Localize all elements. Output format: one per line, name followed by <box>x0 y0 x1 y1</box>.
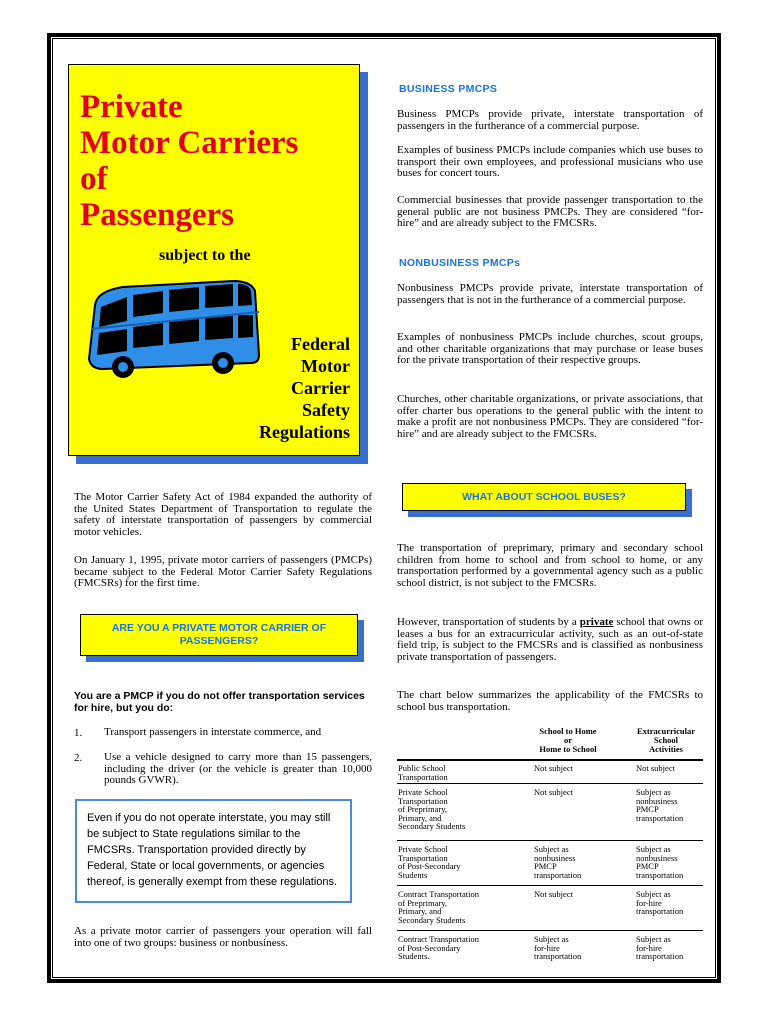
table-cell <box>534 764 573 773</box>
list-number: 2. <box>74 752 83 764</box>
table-cell-line: transportation <box>636 951 684 962</box>
intro-paragraph-2: On January 1, 1995, private motor carriers of passengers (PMCPs) became subject to the Federal Motor Carrier Safety Regulations (FMCSRs) for the first time. <box>74 554 372 590</box>
school-buses-callout: WHAT ABOUT SCHOOL BUSES? <box>402 483 686 511</box>
school-paragraph-1: The transportation of preprimary, primary and secondary school children from home to school and from school to home, or any transportation performed by a governmental agency such as a public school district, is not subject to the FMCSRs. <box>397 542 703 589</box>
table-rule <box>397 759 703 761</box>
table-cell-line: of Preprimary, <box>398 804 448 815</box>
closing-paragraph: As a private motor carrier of passengers your operation will fall into one of two groups: business or nonbusiness. <box>74 925 372 949</box>
table-cell-line: Public School <box>398 763 446 773</box>
table-header-line: Extracurricular <box>636 726 696 736</box>
table-cell-line: PMCP <box>636 861 659 872</box>
business-paragraph-3: Commercial businesses that provide passenger transportation to the general public are not business PMCPs. They are considered “for-hire” and are already subject to the FMCSRs. <box>397 194 703 230</box>
table-cell <box>636 890 683 916</box>
table-cell-line: Subject as <box>636 934 671 944</box>
table-cell-line: transportation <box>636 906 684 917</box>
table-cell-line: nonbusiness <box>636 795 678 806</box>
table-cell-line: for-hire <box>636 897 662 908</box>
table-cell <box>636 788 683 822</box>
table-cell-line: transportation <box>534 951 582 962</box>
table-row-label <box>398 845 461 879</box>
table-cell-line: Primary, and <box>398 906 442 917</box>
table-cell-line: nonbusiness <box>636 852 678 863</box>
pmcp-question-callout: ARE YOU A PRIVATE MOTOR CARRIER OF PASSENGERS? <box>80 614 358 656</box>
table-cell-line: Secondary Students <box>398 914 466 925</box>
bus-illustration <box>83 277 263 387</box>
table-cell <box>534 845 581 879</box>
table-cell <box>534 935 581 961</box>
table-cell <box>636 935 683 961</box>
cover-title-line: of <box>80 161 108 197</box>
school-paragraph-2 <box>397 617 703 663</box>
list-item-text: Transport passengers in interstate commerce, and <box>104 726 322 738</box>
table-cell-line: transportation <box>636 869 684 880</box>
table-cell-line: of Post-Secondary <box>398 861 461 872</box>
cover-fmcsr-line: Regulations <box>258 422 350 442</box>
table-cell-line: transportation <box>636 812 684 823</box>
table-row-label <box>398 788 465 831</box>
table-cell-line: for-hire <box>534 942 560 953</box>
table-cell-line: nonbusiness <box>534 852 576 863</box>
table-cell-line: transportation <box>534 869 582 880</box>
table-rule <box>397 885 703 886</box>
cover-fmcsr-line: Federal <box>291 334 350 354</box>
table-cell-line: Subject as <box>534 934 569 944</box>
table-header-line: or <box>563 735 573 745</box>
cover-panel <box>68 64 360 456</box>
table-cell-line: Primary, and <box>398 812 442 823</box>
cover-subtitle: subject to the <box>159 247 251 264</box>
table-cell-line: Not subject <box>534 889 573 899</box>
table-header-extracurricular <box>628 727 704 754</box>
table-cell-line: Transportation <box>398 795 448 806</box>
table-cell-line: Subject as <box>636 844 671 854</box>
pmcp-definition-lead: You are a PMCP if you do not offer transportation services for hire, but you do: <box>74 690 365 714</box>
table-cell-line: Not subject <box>534 787 573 797</box>
table-header-line: Home to School <box>539 744 597 754</box>
list-item-text: Use a vehicle designed to carry more than 15 passengers, including the driver (or the vehicle is greater than 10,000 pounds GVWR). <box>104 751 372 787</box>
intro-paragraph-1: The Motor Carrier Safety Act of 1984 expanded the authority of the United States Department of Transportation to regulate the safety of interstate transportation of passengers by commercial motor vehicles. <box>74 491 372 538</box>
table-cell-line: Subject as <box>636 889 671 899</box>
table-cell-line: Secondary Students <box>398 821 466 832</box>
table-cell <box>534 788 573 797</box>
table-cell-line: PMCP <box>636 804 659 815</box>
cover-title <box>80 89 350 233</box>
nonbusiness-paragraph-2: Examples of nonbusiness PMCPs include churches, scout groups, and other charitable organizations that may purchase or lease buses for the private transportation of their respective groups. <box>397 331 703 367</box>
nonbusiness-paragraph-3: Churches, other charitable organizations, or private associations, that offer charter bus operations to the general public with the intent to make a profit are not nonbusiness PMCPs. They are considered “for-hire” and are already subject to the FMCSRs. <box>397 393 703 440</box>
table-row-label <box>398 764 448 781</box>
business-paragraph-1: Business PMCPs provide private, interstate transportation of passengers in the furtherance of a commercial purpose. <box>397 108 703 132</box>
table-header-home-school <box>528 727 608 754</box>
table-cell-line: Private School <box>398 787 448 797</box>
table-header-line: Activities <box>649 744 683 754</box>
table-cell-line: Subject as <box>534 844 569 854</box>
table-cell-line: Students. <box>398 951 430 962</box>
table-cell-line: Not subject <box>636 763 675 773</box>
table-cell-line: for-hire <box>636 942 662 953</box>
cover-fmcsr-line: Carrier <box>291 378 350 398</box>
school-paragraph-3: The chart below summarizes the applicability of the FMCSRs to school bus transportation. <box>397 689 703 713</box>
list-number: 1. <box>74 727 83 739</box>
table-cell <box>636 845 683 879</box>
cover-title-line: Motor Carriers <box>80 125 299 161</box>
table-cell <box>534 890 573 899</box>
table-cell-line: PMCP <box>534 861 557 872</box>
cover-title-line: Passengers <box>80 197 234 233</box>
school-paragraph-2-pre: However, transportation of students by a <box>397 616 580 628</box>
table-cell-line: Subject as <box>636 787 671 797</box>
nonbusiness-pmcps-heading: NONBUSINESS PMCPs <box>399 257 521 269</box>
table-rule <box>397 783 703 784</box>
school-paragraph-2-post: school that owns or leases a bus for an extracurricular activity, such as an out-of-state field trip, is subject to the FMCSRs and is classified as nonbusiness private transportation of passengers. <box>397 616 703 663</box>
cover-fmcsr-line: Safety <box>302 400 350 420</box>
table-cell-line: of Post-Secondary <box>398 942 461 953</box>
table-header-line: School <box>653 735 679 745</box>
table-cell-line: Contract Transportation <box>398 934 479 944</box>
table-cell-line: Transportation <box>398 852 448 863</box>
table-rule <box>397 840 703 841</box>
private-emphasis: private <box>579 616 614 628</box>
state-regulations-note: Even if you do not operate interstate, you may still be subject to State regulations similar to the FMCSRs. Transportation provided directly by Federal, State or local governments, or agencies thereof, is generally exempt from these regulations. <box>75 799 352 903</box>
table-cell-line: Transportation <box>398 771 448 782</box>
business-pmcps-heading: BUSINESS PMCPS <box>399 83 498 95</box>
cover-fmcsr-line: Motor <box>301 356 350 376</box>
table-row-label <box>398 890 479 924</box>
table-row-label <box>398 935 479 961</box>
cover-title-line: Private <box>80 89 183 125</box>
table-cell <box>636 764 675 773</box>
nonbusiness-paragraph-1: Nonbusiness PMCPs provide private, interstate transportation of passengers that is not in the furtherance of a commercial purpose. <box>397 282 703 306</box>
cover-fmcsr-title <box>259 333 350 443</box>
business-paragraph-2: Examples of business PMCPs include companies which use buses to transport their own employees, and professional musicians who use buses for concert tours. <box>397 144 703 180</box>
table-cell-line: Not subject <box>534 763 573 773</box>
table-cell-line: Students <box>398 869 428 880</box>
table-rule <box>397 930 703 931</box>
table-cell-line: Contract Transportation <box>398 889 479 899</box>
table-header-line: School to Home <box>539 726 597 736</box>
table-cell-line: of Preprimary, <box>398 897 448 908</box>
table-cell-line: Private School <box>398 844 448 854</box>
